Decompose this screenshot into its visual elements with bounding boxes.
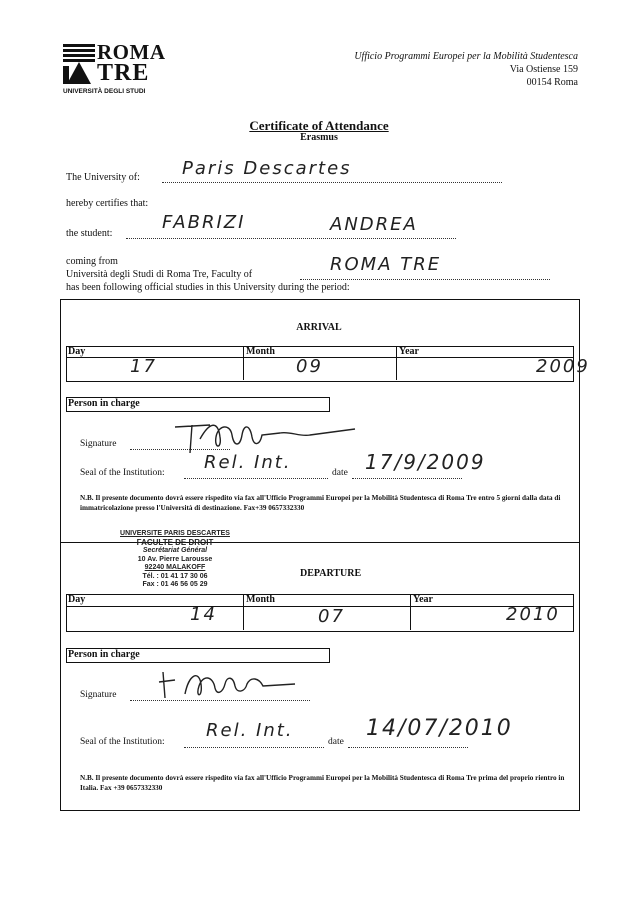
logo-university: UNIVERSITÀ DEGLI STUDI [63,88,146,95]
student-name: ANDREA [330,214,418,235]
departure-col-divider-2 [410,594,411,630]
stamp-line-5: 92240 MALAKOFF [144,564,206,571]
arrival-signature-icon [170,415,360,457]
departure-date-label: date [328,737,344,747]
following-text: has been following official studies in this University during the period: [66,282,350,293]
document-subtitle: Erasmus [300,132,338,143]
arrival-person-label: Person in charge [68,398,140,409]
document-title: Certificate of Attendance [249,118,389,133]
office-address [354,50,578,89]
university-value: Paris Descartes [182,158,352,179]
arrival-year-value: 2009 [536,356,590,377]
departure-day-value: 14 [190,604,217,625]
office-name: Ufficio Programmi Europei per la Mobilità Studentesca [354,51,578,62]
arrival-col-divider-1 [243,346,244,380]
stamp-line-4: 10 Av. Pierre Larousse [137,555,213,563]
arrival-day-label: Day [68,346,86,357]
faculty-label: Università degli Studi di Roma Tre, Faculty of [66,269,253,280]
university-stamp [100,530,250,590]
departure-day-label: Day [68,594,86,605]
arrival-date-value: 17/9/2009 [365,450,486,474]
faculty-value: ROMA TRE [330,254,442,275]
arrival-year-label: Year [399,346,419,357]
departure-year-label: Year [413,594,433,605]
office-city: 00154 Roma [526,77,578,88]
departure-signature-label: Signature [80,690,117,700]
departure-month-label: Month [246,594,275,605]
stamp-line-2: FACULTE DE DROIT [136,537,214,547]
logo-roma: ROMA [97,40,166,64]
logo-tre: TRE [97,60,150,86]
arrival-seal-label: Seal of the Institution: [80,468,165,478]
arrival-month-label: Month [246,346,275,357]
office-street: Via Ostiense 159 [509,64,578,75]
departure-seal-label: Seal of the Institution: [80,737,165,747]
departure-col-divider-1 [243,594,244,630]
stamp-line-1: UNIVERSITE PARIS DESCARTES [120,530,230,537]
coming-from-text: coming from [66,256,118,267]
arrival-seal-value: Rel. Int. [204,452,292,473]
stamp-line-6: Tél. : 01 41 17 30 06 [142,572,208,580]
departure-heading: DEPARTURE [300,568,362,579]
departure-month-value: 07 [318,606,345,627]
arrival-note: N.B. Il presente documento dovrà essere rispedito via fax all'Ufficio Programmi Europei per la Mobilità Studentesca di Roma Tre entro 5 giorni dalla data di immatricolazione presso l'Università di destinazione. Fax+39 0657332330 [80,494,561,512]
departure-note: N.B. Il presente documento dovrà essere rispedito via fax all'Ufficio Programmi Europei per la Mobilità Studentesca di Roma Tre prima del proprio rientro in Italia. Fax +39 0657332330 [80,774,565,792]
departure-date-value: 14/07/2010 [366,716,513,741]
student-label: the student: [66,228,113,239]
university-label: The University of: [66,172,140,183]
arrival-month-value: 09 [296,356,323,377]
departure-year-value: 2010 [506,604,560,625]
stamp-line-7: Fax : 01 46 56 05 29 [142,581,208,588]
departure-signature-icon [155,664,305,704]
arrival-heading: ARRIVAL [296,322,342,333]
departure-seal-value: Rel. Int. [206,720,294,741]
arrival-day-value: 17 [130,356,157,377]
arrival-signature-label: Signature [80,439,117,449]
certifies-text: hereby certifies that: [66,198,149,209]
student-surname: FABRIZI [162,212,246,233]
arrival-col-divider-2 [396,346,397,380]
arrival-date-label: date [332,468,348,478]
university-logo [63,40,166,95]
departure-person-label: Person in charge [68,649,140,660]
stamp-line-3: Secrétariat Général [142,547,208,554]
roma-tre-logo-icon [63,44,95,84]
